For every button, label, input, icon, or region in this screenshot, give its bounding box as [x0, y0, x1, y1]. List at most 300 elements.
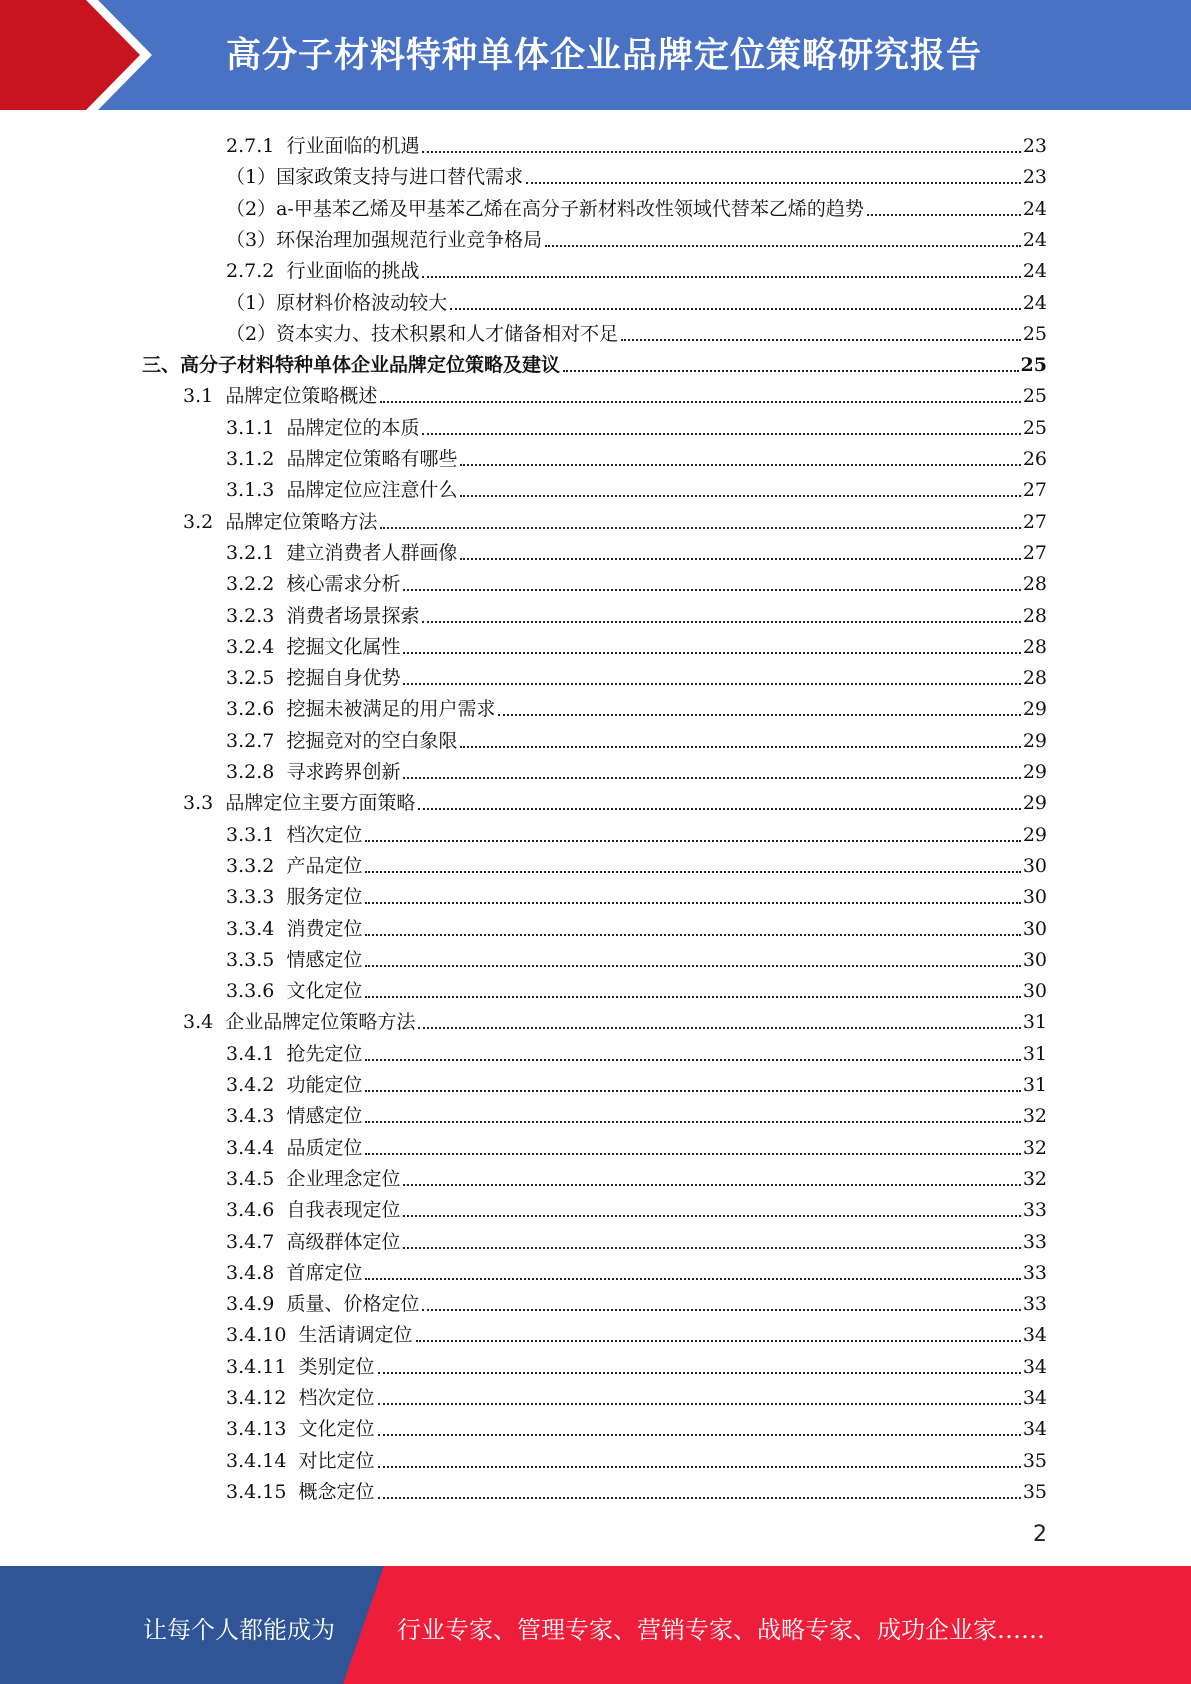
toc-dot-leader [460, 558, 1020, 560]
toc-entry[interactable] [226, 440, 1047, 471]
toc-entry[interactable] [226, 471, 1047, 502]
toc-entry-separator [274, 918, 286, 940]
toc-entry-number: 3.4.5 [226, 1167, 275, 1190]
toc-entry-number: （3） [226, 228, 277, 251]
toc-entry-title [183, 510, 377, 534]
toc-dot-leader [403, 683, 1020, 685]
toc-entry-text: 品牌定位策略有哪些 [286, 448, 458, 470]
toc-page-number: 28 [1022, 667, 1047, 690]
toc-dot-leader [378, 1403, 1021, 1405]
toc-dot-leader [378, 1466, 1021, 1468]
toc-entry-number: 3.4.4 [226, 1136, 275, 1159]
toc-entry-text: 企业品牌定位策略方法 [225, 1011, 416, 1034]
toc-entry-number: 3.2.4 [226, 635, 275, 658]
toc-entry-text: a-甲基苯乙烯及甲基苯乙烯在高分子新材料改性领域代替苯乙烯的趋势 [276, 197, 864, 220]
toc-entry-separator [274, 949, 286, 971]
toc-entry-text: 服务定位 [286, 886, 363, 909]
toc-entry[interactable] [226, 1379, 1047, 1410]
toc-entry-number: 3.4 [183, 1011, 214, 1034]
toc-entry-number: （2） [226, 322, 277, 345]
toc-page-number: 27 [1022, 479, 1047, 502]
toc-entry-text: 国家政策支持与进口替代需求 [276, 166, 524, 189]
toc-entry-title [226, 1261, 362, 1285]
toc-entry-number: （2） [226, 197, 277, 220]
toc-entry[interactable] [226, 409, 1047, 440]
toc-page-number: 29 [1022, 698, 1047, 721]
toc-page-number: 34 [1022, 1387, 1047, 1409]
toc-entry-number: 3.4.15 [226, 1480, 287, 1503]
toc-entry-title [226, 823, 362, 847]
toc-entry-separator [274, 573, 286, 595]
toc-dot-leader [365, 902, 1020, 904]
toc-entry-title [183, 1010, 415, 1034]
toc-entry[interactable] [226, 753, 1047, 784]
toc-dot-leader [422, 276, 1020, 278]
footer-slogan-right: 行业专家、管理专家、营销专家、战略专家、成功企业家…… [397, 1616, 1045, 1644]
toc-dot-leader [418, 1027, 1020, 1029]
toc-dot-leader [380, 401, 1020, 403]
toc-entry-text: 产品定位 [286, 854, 363, 877]
toc-page-number: 29 [1022, 729, 1047, 752]
toc-entry-text: 挖掘自身优势 [286, 667, 401, 690]
toc-entry-number: 3.3.5 [226, 948, 275, 971]
toc-dot-leader [418, 808, 1020, 810]
toc-entry-separator [274, 448, 286, 470]
toc-entry[interactable] [226, 597, 1047, 628]
toc-entry[interactable] [226, 1473, 1047, 1504]
toc-entry-number: 3.3.4 [226, 917, 275, 940]
toc-entry-number: 3.3.6 [226, 980, 275, 1003]
toc-page-number: 28 [1022, 573, 1047, 596]
toc-entry[interactable] [226, 1223, 1047, 1254]
toc-entry-separator [274, 761, 286, 783]
toc-page-number: 31 [1022, 1074, 1047, 1096]
page-number: 2 [1033, 1522, 1047, 1547]
toc-entry[interactable] [226, 972, 1047, 1003]
toc-entry-number: 3.4.12 [226, 1387, 287, 1409]
toc-dot-leader [403, 777, 1020, 779]
toc-dot-leader [403, 589, 1020, 591]
toc-dot-leader [365, 871, 1020, 873]
toc-entry-title [226, 291, 447, 315]
toc-entry-separator [274, 886, 286, 908]
toc-dot-leader [365, 840, 1020, 842]
toc-entry-separator [286, 1356, 298, 1378]
toc-entry-title [226, 1136, 362, 1160]
toc-entry-separator [274, 1199, 286, 1221]
toc-entry-title [226, 197, 864, 221]
toc-entry-separator [274, 730, 286, 752]
toc-dot-leader [380, 527, 1020, 529]
toc-entry-number: 2.7.1 [226, 135, 275, 157]
footer-slogan-left: 让每个人都能成为 [143, 1616, 335, 1644]
toc-page-number: 25 [1022, 322, 1047, 345]
toc-entry-number: 3.1.1 [226, 416, 275, 439]
toc-entry-title [226, 416, 419, 440]
toc-dot-leader [422, 621, 1020, 623]
toc-entry[interactable] [226, 722, 1047, 753]
toc-entry-separator [274, 260, 286, 282]
toc-entry-text: 自我表现定位 [286, 1199, 401, 1222]
toc-entry-title [226, 1355, 375, 1379]
toc-entry-separator [286, 1481, 298, 1503]
toc-dot-leader [460, 464, 1020, 466]
toc-page-number: 32 [1022, 1105, 1047, 1128]
toc-entry[interactable] [226, 565, 1047, 596]
toc-dot-leader [867, 214, 1021, 216]
toc-entry-number: 3.4.14 [226, 1449, 287, 1472]
toc-entry-text: 品牌定位应注意什么 [286, 479, 458, 502]
toc-dot-leader [378, 1497, 1021, 1499]
toc-dot-leader [365, 934, 1020, 936]
toc-entry-text: 品牌定位主要方面策略 [225, 792, 416, 815]
toc-page-number: 30 [1022, 886, 1047, 909]
page-footer [0, 1566, 1191, 1684]
toc-dot-leader [403, 652, 1020, 654]
toc-dot-leader [563, 370, 1019, 372]
toc-entry-separator [274, 135, 286, 157]
toc-page-number: 23 [1022, 135, 1047, 157]
toc-entry[interactable] [226, 690, 1047, 721]
toc-entry-separator [213, 792, 225, 814]
toc-entry-number: 3.2.1 [226, 541, 275, 564]
toc-entry-separator [286, 1387, 298, 1409]
toc-page-number: 30 [1022, 917, 1047, 940]
toc-entry-title [226, 259, 419, 283]
toc-dot-leader [365, 965, 1020, 967]
toc-entry-separator [213, 385, 225, 407]
toc-dot-leader [621, 339, 1021, 341]
toc-page-number: 34 [1022, 1355, 1047, 1378]
toc-page-number: 35 [1022, 1449, 1047, 1472]
toc-entry[interactable] [226, 190, 1047, 221]
page-header [0, 0, 1191, 110]
toc-entry[interactable] [226, 1097, 1047, 1128]
toc-entry-text: 档次定位 [286, 823, 363, 846]
toc-entry-separator [274, 605, 286, 627]
toc-entry-number: 3.2.5 [226, 667, 275, 690]
toc-dot-leader [422, 151, 1020, 153]
toc-entry[interactable] [226, 1410, 1047, 1441]
toc-dot-leader [450, 308, 1021, 310]
toc-entry-separator [274, 636, 286, 658]
toc-entry-separator [286, 1418, 298, 1440]
toc-entry-text: 挖掘竞对的空白象限 [286, 729, 458, 752]
toc-entry-title [183, 791, 415, 815]
toc-entry-text: 企业理念定位 [286, 1167, 401, 1190]
toc-entry-title [226, 1323, 413, 1347]
toc-dot-leader [416, 1340, 1021, 1342]
toc-dot-leader [498, 714, 1020, 716]
toc-entry-number: （1） [226, 166, 277, 189]
toc-page-number: 26 [1022, 448, 1047, 470]
toc-entry-text: 质量、价格定位 [286, 1293, 420, 1316]
toc-entry-text: 消费者场景探索 [286, 604, 420, 627]
toc-dot-leader [422, 1309, 1020, 1311]
toc-entry-title [226, 1386, 375, 1410]
toc-entry-text: 挖掘文化属性 [286, 635, 401, 658]
toc-entry[interactable] [226, 1285, 1047, 1316]
toc-page-number: 34 [1022, 1324, 1047, 1347]
toc-entry-number: 3.1.3 [226, 479, 275, 502]
toc-entry-number: （1） [226, 291, 277, 314]
toc-entry-separator [274, 1074, 286, 1096]
toc-entry[interactable] [226, 878, 1047, 909]
toc-entry-text: 功能定位 [286, 1074, 363, 1096]
toc-entry-title [226, 917, 362, 941]
toc-entry-title [226, 697, 495, 721]
toc-entry-text: 品牌定位策略概述 [225, 385, 378, 408]
toc-entry-number: 3.4.7 [226, 1230, 275, 1253]
toc-page-number: 33 [1022, 1230, 1047, 1253]
toc-page-number: 27 [1022, 510, 1047, 533]
toc-entry-separator [274, 1043, 286, 1065]
toc-entry-text: 寻求跨界创新 [286, 761, 401, 783]
toc-entry-number: 3.4.10 [226, 1324, 287, 1347]
toc-entry[interactable] [226, 1191, 1047, 1222]
toc-entry-title [226, 635, 400, 659]
toc-page-number: 23 [1022, 166, 1047, 189]
toc-entry[interactable] [226, 847, 1047, 878]
toc-entry-separator [274, 667, 286, 689]
toc-entry-text: 高分子材料特种单体企业品牌定位策略及建议 [180, 354, 561, 377]
toc-entry-text: 品牌定位策略方法 [225, 510, 378, 533]
toc-page-number: 25 [1020, 354, 1047, 377]
toc-entry[interactable] [226, 1129, 1047, 1160]
toc-entry-number: 3.2.3 [226, 604, 275, 627]
toc-entry[interactable] [226, 1035, 1047, 1066]
toc-entry-text: 资本实力、技术积累和人才储备相对不足 [276, 322, 619, 345]
header-chevron-graphic [0, 0, 160, 110]
toc-entry-title [183, 384, 377, 408]
toc-page-number: 31 [1022, 1011, 1047, 1034]
toc-dot-leader [403, 1215, 1020, 1217]
toc-entry[interactable] [226, 534, 1047, 565]
toc-entry[interactable] [226, 910, 1047, 941]
toc-entry[interactable] [183, 503, 1047, 534]
toc-entry-text: 消费定位 [286, 917, 363, 940]
toc-page-number: 27 [1022, 541, 1047, 564]
toc-page-number: 30 [1022, 948, 1047, 971]
toc-entry-separator [213, 1011, 225, 1033]
toc-page-number: 28 [1022, 604, 1047, 627]
toc-page-number: 32 [1022, 1167, 1047, 1190]
toc-entry-separator [213, 511, 225, 533]
toc-entry-separator [274, 479, 286, 501]
toc-entry-number: 3.2.8 [226, 761, 275, 783]
toc-entry[interactable] [183, 377, 1047, 408]
toc-entry-title [226, 1449, 375, 1473]
toc-entry-number: 3.4.3 [226, 1105, 275, 1128]
toc-entry-text: 概念定位 [298, 1480, 375, 1503]
toc-entry-title [226, 885, 362, 909]
toc-page-number: 24 [1022, 197, 1047, 220]
toc-entry-number: 3.2.2 [226, 573, 275, 596]
toc-entry-separator [274, 1231, 286, 1253]
toc-entry-title [226, 604, 419, 628]
toc-dot-leader [365, 1153, 1020, 1155]
toc-entry-title [226, 541, 457, 565]
toc-page-number: 25 [1022, 416, 1047, 439]
toc-entry-number: 3.2 [183, 510, 214, 533]
toc-dot-leader [365, 1059, 1020, 1061]
toc-dot-leader [378, 1434, 1021, 1436]
toc-dot-leader [460, 746, 1020, 748]
toc-entry-text: 档次定位 [298, 1387, 375, 1409]
toc-entry-title [226, 979, 362, 1003]
toc-entry[interactable] [226, 1066, 1047, 1097]
toc-entry-text: 类别定位 [298, 1355, 375, 1378]
toc-entry[interactable] [183, 784, 1047, 815]
toc-entry-number: 三、 [142, 354, 181, 377]
toc-entry-number: 3.3.3 [226, 886, 275, 909]
toc-entry-text: 文化定位 [298, 1418, 375, 1441]
toc-entry[interactable] [142, 346, 1047, 377]
toc-entry-text: 情感定位 [286, 1105, 363, 1128]
toc-dot-leader [365, 1090, 1020, 1092]
toc-entry-number: 3.1 [183, 385, 214, 408]
toc-page-number: 24 [1022, 260, 1047, 283]
toc-entry-text: 挖掘未被满足的用户需求 [286, 698, 496, 721]
toc-entry[interactable] [226, 284, 1047, 315]
toc-entry-separator [274, 542, 286, 564]
toc-entry[interactable] [226, 252, 1047, 283]
toc-page-number: 32 [1022, 1136, 1047, 1159]
toc-page-number: 34 [1022, 1418, 1047, 1441]
toc-entry-title [226, 1042, 362, 1066]
toc-entry-text: 情感定位 [286, 948, 363, 971]
toc-entry[interactable] [226, 628, 1047, 659]
toc-page-number: 31 [1022, 1042, 1047, 1065]
toc-page-number: 29 [1022, 792, 1047, 815]
toc-entry[interactable] [226, 1254, 1047, 1285]
toc-entry[interactable] [226, 659, 1047, 690]
toc-entry[interactable] [226, 127, 1047, 158]
toc-page-number: 33 [1022, 1261, 1047, 1284]
toc-entry[interactable] [226, 221, 1047, 252]
toc-entry-title [226, 478, 457, 502]
toc-entry-title [226, 447, 457, 471]
toc-entry-number: 3.4.1 [226, 1042, 275, 1065]
toc-entry-title [226, 760, 400, 784]
toc-entry-number: 3.2.7 [226, 729, 275, 752]
toc-entry-title [226, 134, 419, 158]
toc-dot-leader [526, 182, 1021, 184]
toc-page-number: 30 [1022, 854, 1047, 877]
toc-entry-title [142, 353, 560, 377]
toc-entry[interactable] [226, 315, 1047, 346]
toc-entry-number: 3.2.6 [226, 698, 275, 721]
toc-entry-title [226, 228, 542, 252]
toc-entry-title [226, 729, 457, 753]
toc-entry-title [226, 948, 362, 972]
toc-entry-number: 3.3 [183, 792, 214, 815]
toc-entry[interactable] [226, 1348, 1047, 1379]
toc-entry-number: 3.1.2 [226, 448, 275, 470]
toc-entry[interactable] [226, 1160, 1047, 1191]
toc-entry-title [226, 1417, 375, 1441]
toc-entry[interactable] [226, 1316, 1047, 1347]
toc-entry-title [226, 1073, 362, 1097]
toc-entry-separator [274, 855, 286, 877]
toc-entry-text: 环保治理加强规范行业竞争格局 [276, 228, 543, 251]
toc-entry-number: 3.3.1 [226, 823, 275, 846]
toc-page-number: 33 [1022, 1199, 1047, 1222]
toc-entry-title [226, 322, 618, 346]
toc-entry-separator [274, 980, 286, 1002]
toc-entry-title [226, 1292, 419, 1316]
toc-entry-text: 核心需求分析 [286, 573, 401, 596]
toc-entry[interactable] [226, 941, 1047, 972]
toc-entry-title [226, 572, 400, 596]
toc-entry-text: 高级群体定位 [286, 1230, 401, 1253]
toc-entry-separator [274, 1105, 286, 1127]
toc-page-number: 29 [1022, 823, 1047, 846]
toc-dot-leader [460, 495, 1020, 497]
toc-entry-text: 行业面临的挑战 [286, 260, 420, 283]
toc-entry-text: 原材料价格波动较大 [276, 291, 448, 314]
toc-page-number: 24 [1022, 291, 1047, 314]
toc-entry[interactable] [226, 1442, 1047, 1473]
toc-entry-text: 生活请调定位 [298, 1324, 413, 1347]
toc-dot-leader [403, 1247, 1020, 1249]
toc-entry-title [226, 1198, 400, 1222]
toc-dot-leader [422, 433, 1020, 435]
toc-entry-number: 3.4.8 [226, 1261, 275, 1284]
toc-entry-separator [274, 1262, 286, 1284]
toc-page-number: 29 [1022, 761, 1047, 783]
toc-entry-separator [274, 417, 286, 439]
toc-page-number: 25 [1022, 385, 1047, 408]
toc-entry[interactable] [183, 1003, 1047, 1034]
toc-entry-number: 3.4.2 [226, 1074, 275, 1096]
toc-entry-number: 3.4.11 [226, 1355, 287, 1378]
toc-entry-text: 品牌定位的本质 [286, 416, 420, 439]
toc-entry-separator [274, 824, 286, 846]
toc-page-number: 24 [1022, 228, 1047, 251]
toc-entry-separator [286, 1324, 298, 1346]
toc-entry-text: 品质定位 [286, 1136, 363, 1159]
toc-entry-text: 对比定位 [298, 1449, 375, 1472]
toc-page-number: 33 [1022, 1293, 1047, 1316]
toc-entry-separator [274, 1293, 286, 1315]
toc-entry-separator [274, 1137, 286, 1159]
toc-dot-leader [545, 245, 1021, 247]
toc-entry-text: 行业面临的机遇 [286, 135, 420, 157]
toc-dot-leader [365, 1121, 1020, 1123]
toc-entry-separator [274, 698, 286, 720]
toc-entry-text: 抢先定位 [286, 1042, 363, 1065]
toc-page-number: 30 [1022, 980, 1047, 1003]
toc-entry-title [226, 1104, 362, 1128]
toc-entry[interactable] [226, 816, 1047, 847]
toc-entry-number: 3.4.9 [226, 1293, 275, 1316]
toc-entry[interactable] [226, 158, 1047, 189]
toc-entry-number: 2.7.2 [226, 260, 275, 283]
toc-page-number: 35 [1022, 1480, 1047, 1503]
toc-entry-title [226, 165, 523, 189]
toc-entry-separator [286, 1450, 298, 1472]
toc-entry-title [226, 666, 400, 690]
toc-entry-separator [274, 1168, 286, 1190]
toc-page-number: 28 [1022, 635, 1047, 658]
toc-entry-title [226, 854, 362, 878]
toc-entry-number: 3.4.6 [226, 1199, 275, 1222]
toc-entry-title [226, 1230, 400, 1254]
toc-dot-leader [365, 996, 1020, 998]
toc-entry-number: 3.3.2 [226, 854, 275, 877]
toc-entry-title [226, 1167, 400, 1191]
